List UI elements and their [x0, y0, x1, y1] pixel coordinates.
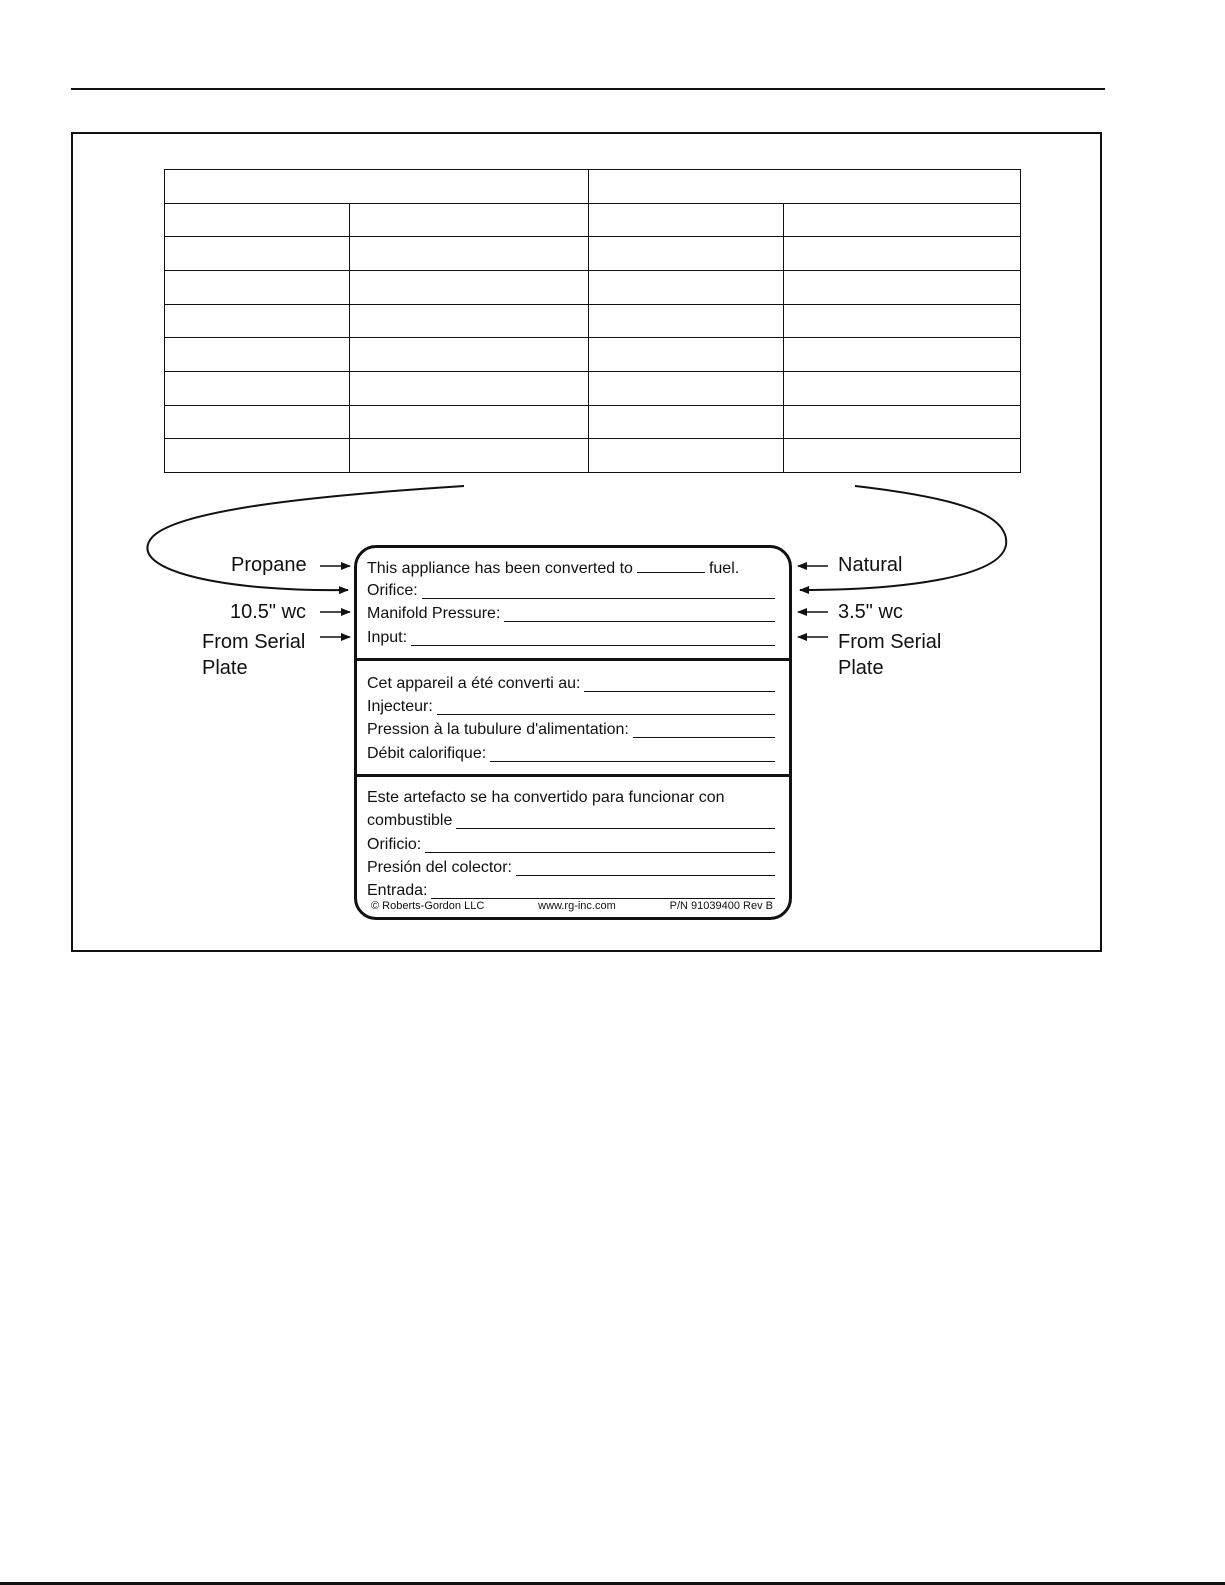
en-converted-row: [367, 558, 739, 579]
en-converted-prefix: This appliance has been converted to: [367, 560, 633, 577]
es-converted-row: [367, 811, 775, 831]
es-orifice-label: Orificio:: [367, 836, 422, 853]
copyright-text: © Roberts-Gordon LLC: [371, 900, 485, 912]
right-input-label-line1: From Serial: [838, 631, 942, 653]
right-loop-curve: [800, 486, 1006, 590]
en-orifice-blank: [422, 582, 775, 599]
en-orifice-label: Orifice:: [367, 582, 418, 599]
en-manifold-blank: [504, 605, 775, 622]
left-input-label-line2: Plate: [202, 657, 248, 679]
fr-rate-label: Débit calorifique:: [367, 745, 487, 762]
es-input-label: Entrada:: [367, 882, 428, 899]
fr-converted-label: Cet appareil a été converti au:: [367, 675, 581, 692]
left-pressure-label: 10.5" wc: [230, 601, 307, 623]
en-input-blank: [411, 629, 775, 646]
es-pressure-row: [367, 858, 775, 878]
en-input-label: Input:: [367, 629, 408, 646]
fr-injector-row: [367, 697, 775, 717]
right-input-label-line2: Plate: [838, 657, 884, 679]
fr-pressure-row: [367, 720, 775, 740]
es-converted-blank: [456, 812, 775, 829]
en-converted-suffix: fuel.: [708, 560, 740, 577]
part-number-text: P/N 91039400 Rev B: [669, 900, 773, 912]
en-manifold-label: Manifold Pressure:: [367, 605, 501, 622]
card-divider: [357, 774, 789, 777]
es-input-row: [367, 881, 775, 901]
fr-injector-blank: [437, 698, 775, 715]
en-manifold-row: [367, 604, 775, 624]
card-divider: [357, 658, 789, 661]
website-text: www.rg-inc.com: [538, 900, 616, 912]
fr-rate-row: [367, 744, 775, 764]
es-converted-label: combustible: [367, 812, 453, 829]
es-input-blank: [431, 882, 775, 899]
fr-pressure-label: Pression à la tubulure d'alimentation:: [367, 721, 629, 738]
fr-converted-row: [367, 674, 775, 694]
es-orifice-blank: [425, 836, 775, 853]
conversion-label-card: [354, 545, 792, 920]
left-input-label-line1: From Serial: [202, 631, 306, 653]
es-pressure-blank: [516, 859, 775, 876]
card-footer: [371, 899, 773, 913]
fuel-blank: [637, 558, 705, 573]
en-orifice-row: [367, 581, 775, 601]
fr-injector-label: Injecteur:: [367, 698, 433, 715]
natural-label: Natural: [838, 554, 903, 576]
fr-pressure-blank: [633, 721, 775, 738]
es-converted-line1: Este artefacto se ha convertido para funcionar con: [367, 789, 725, 806]
right-pressure-label: 3.5" wc: [838, 601, 903, 623]
fr-rate-blank: [490, 745, 775, 762]
fr-converted-blank: [584, 675, 775, 692]
propane-label: Propane: [231, 554, 307, 576]
es-orifice-row: [367, 835, 775, 855]
en-input-row: [367, 628, 775, 648]
es-pressure-label: Presión del colector:: [367, 859, 512, 876]
